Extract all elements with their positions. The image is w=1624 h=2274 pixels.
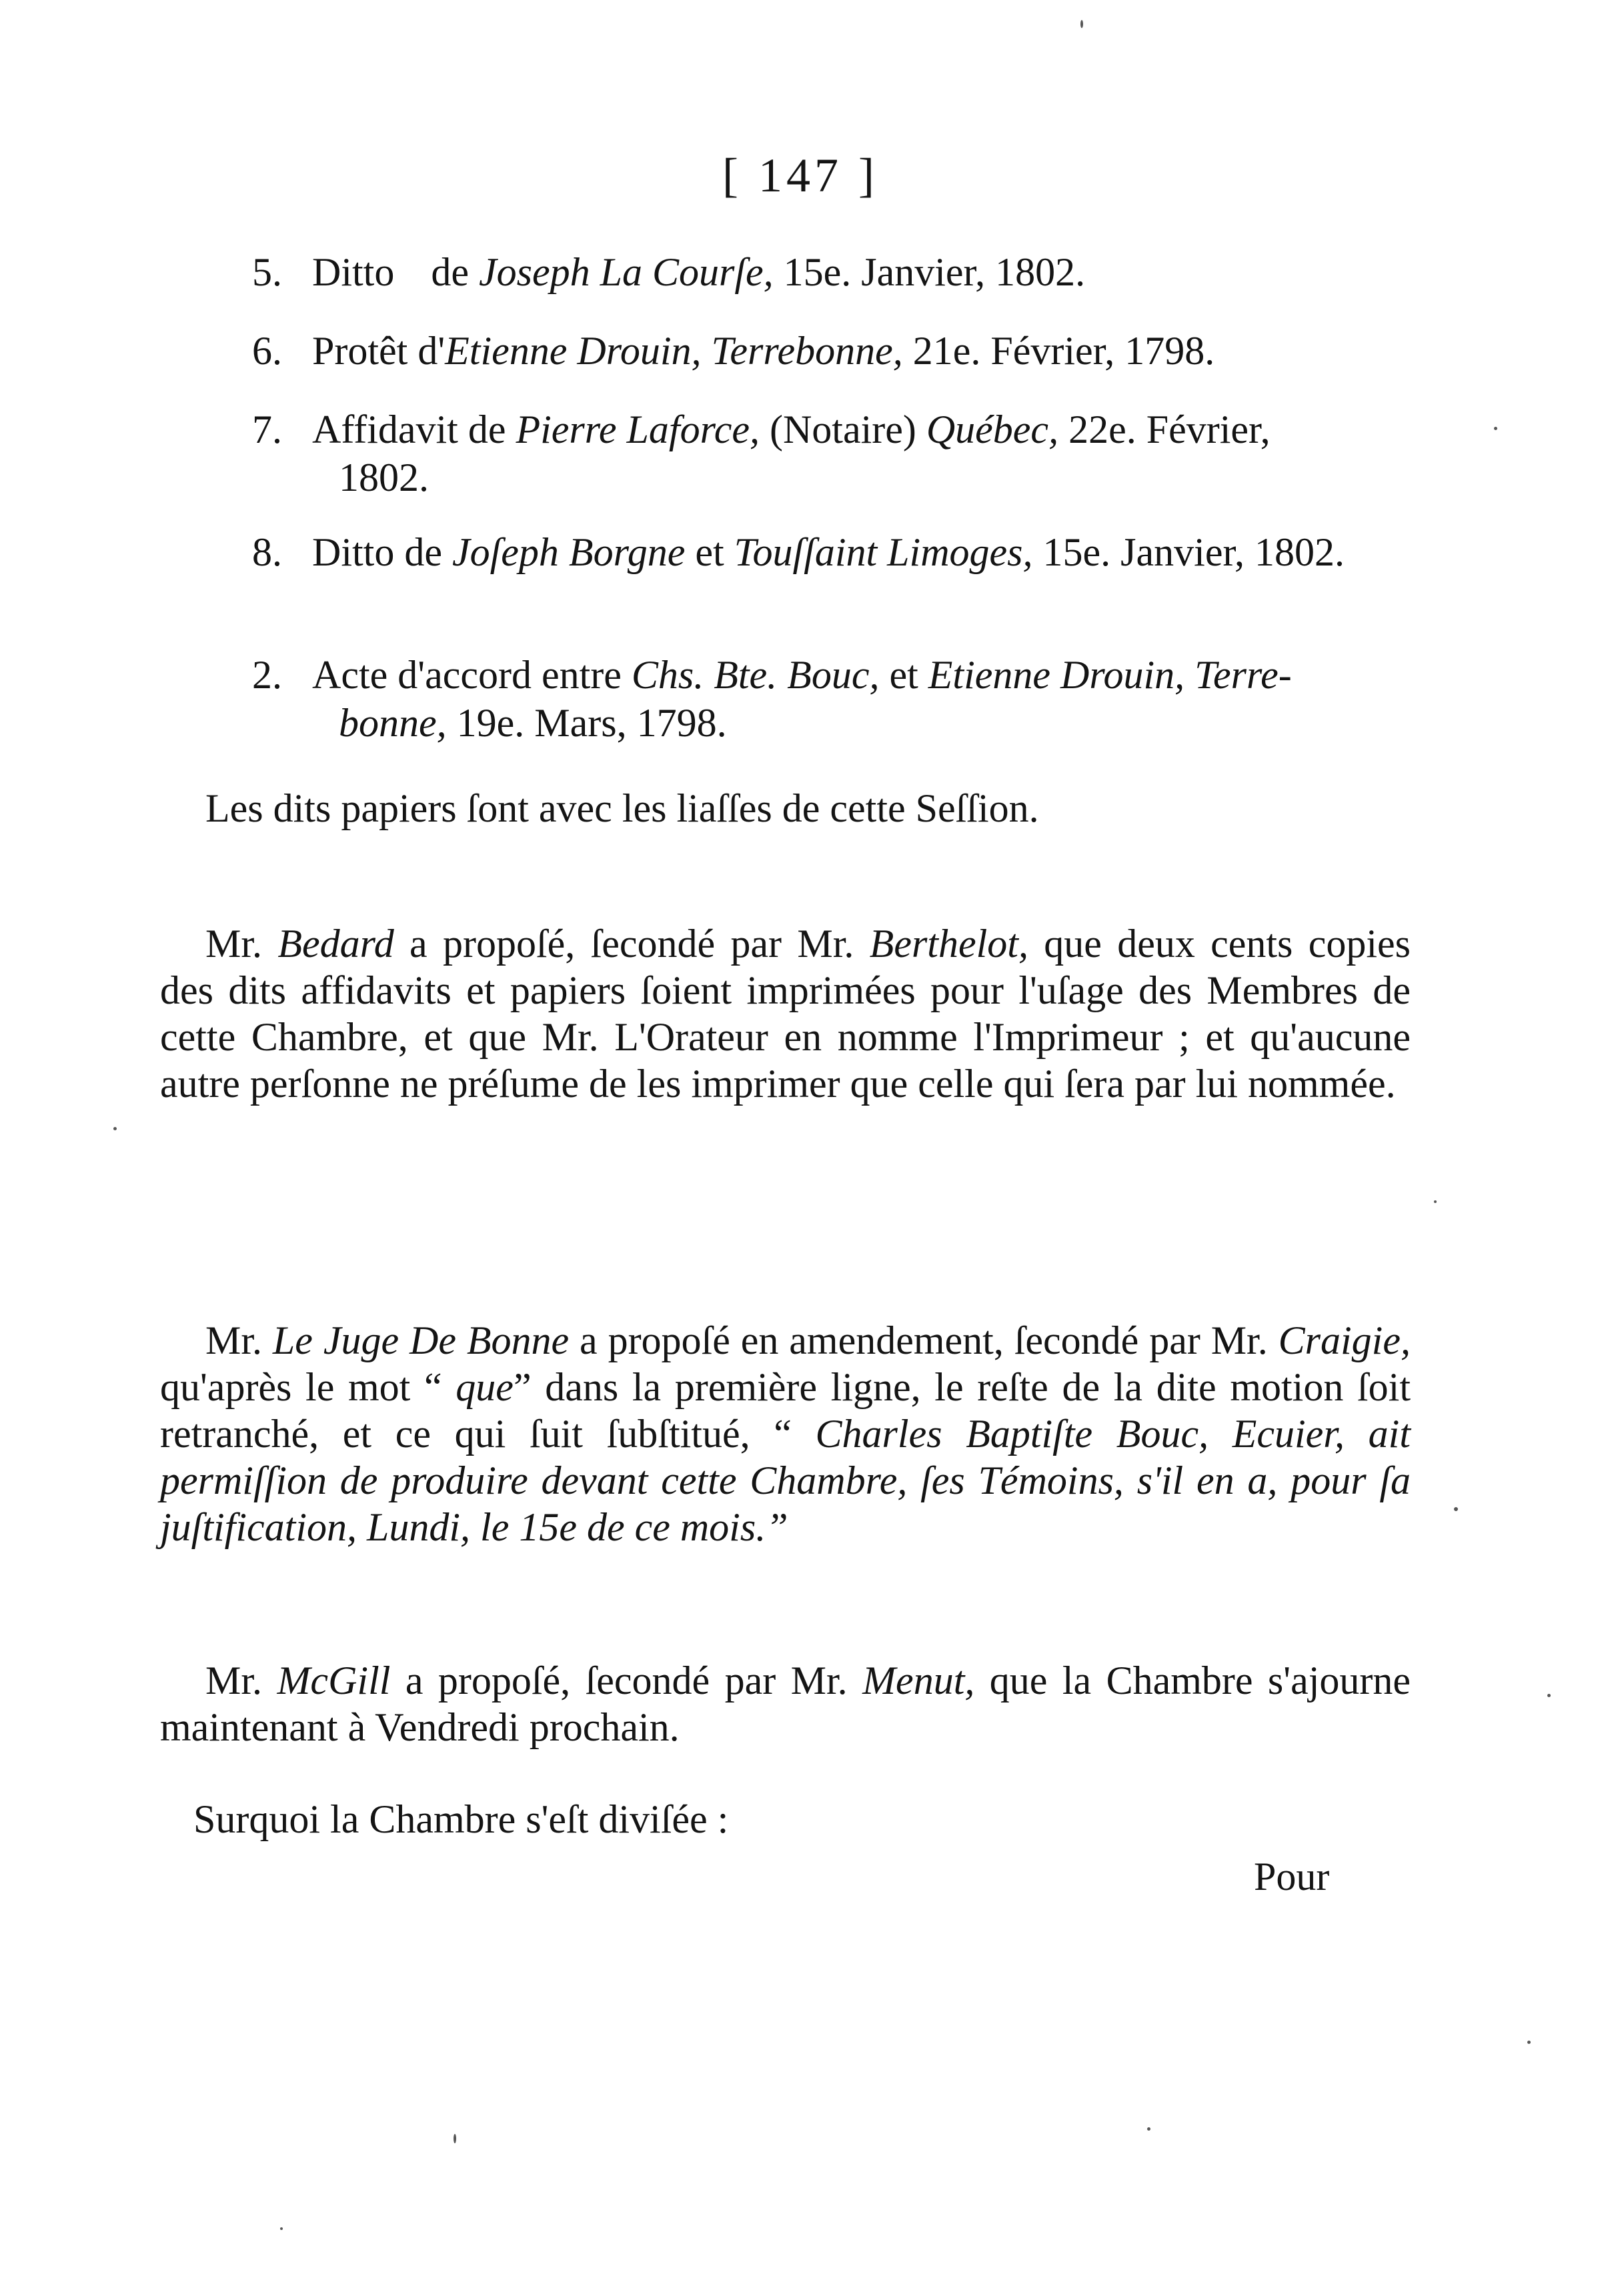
list-item-continuation: bonne, 19e. Mars, 1798. <box>339 701 727 745</box>
item-number: 2. <box>252 653 282 697</box>
item-number: 6. <box>252 329 282 373</box>
item-name: Etienne Drouin, Terrebonne, <box>445 329 903 373</box>
item-label: Ditto <box>312 250 395 294</box>
item-label: Acte d'accord entre <box>312 653 632 697</box>
scan-speck <box>1454 1507 1458 1511</box>
catchword: Pour <box>1254 1855 1330 1899</box>
papers-note: Les dits papiers ſont avec les liaſſes de cette Seſſion. <box>205 786 1039 830</box>
item-number: 5. <box>252 250 282 294</box>
item-date: 15e. Janvier, 1802. <box>773 250 1086 294</box>
list-item: 5. Ditto de Joseph La Courſe, 15e. Janvier, 1802. <box>252 248 1085 296</box>
item-label: Ditto de <box>312 530 452 574</box>
list-item <box>252 327 1214 375</box>
paragraph-mcgill-motion: Mr. McGill a propoſé, ſecondé par Mr. Menut, que la Chambre s'ajourne maintenant à Vendredi prochain. <box>160 1658 1411 1749</box>
scan-speck <box>1547 1694 1551 1697</box>
item-date: 21e. Février, 1798. <box>902 329 1215 373</box>
list-item: 7. Affidavit de Pierre Laforce, (Notaire) Québec, 22e. Février, <box>252 405 1271 453</box>
member-name: Menut, <box>862 1658 975 1702</box>
list-item: 2. Acte d'accord entre Chs. Bte. Bouc, et Etienne Drouin, Terre- <box>252 651 1292 699</box>
division-line: Surquoi la Chambre s'eſt diviſée : <box>193 1797 729 1841</box>
paragraph-bedard-motion: Mr. Bedard a propoſé, ſecondé par Mr. Berthelot, que deux cents copies des dits affidavits et papiers ſoient imprimées pour l'uſage des Membres de cette Chambre, et que Mr. L'Orateur en nomme l'Imprimeur ; et qu'aucune autre perſonne ne préſume de les imprimer que celle qui ſera par lui nommée. <box>160 922 1411 1106</box>
item-date: 22e. Février, <box>1058 407 1271 451</box>
item-label: Protêt d' <box>312 329 446 373</box>
list-item-continuation: 1802. <box>339 455 429 499</box>
item-name-2: Etienne Drouin, Terre- <box>928 653 1292 697</box>
substituted-text: Charles Baptiſte Bouc, Ecuier, ait permiſſion de produire devant cette Chambre, ſes Témoins, s'il en a, pour ſa juſtification, Lundi, le 15e de ce mois.” <box>160 1412 1411 1549</box>
paragraph-debonne-amendment: Mr. Le Juge De Bonne a propoſé en amendement, ſecondé par Mr. Craigie, qu'après le mot “ que” dans la première ligne, le reſte de la dite motion ſoit retranché, et ce qui ſuit ſubſtitué, “ Charles Baptiſte Bouc, Ecuier, ait permiſſion de produire devant cette Chambre, ſes Témoins, s'il en a, pour ſa juſtification, Lundi, le 15e de ce mois.” <box>160 1318 1411 1549</box>
item-name: Chs. Bte. Bouc, <box>631 653 880 697</box>
item-label: Affidavit de <box>312 407 516 451</box>
scan-speck <box>1080 20 1083 28</box>
scan-speck <box>113 1127 117 1130</box>
member-name: Berthelot, <box>869 922 1028 966</box>
scan-speck <box>1147 2127 1150 2131</box>
member-name: Le Juge De Bonne <box>272 1318 570 1362</box>
member-name: Bedard <box>277 922 394 966</box>
scan-speck <box>1494 427 1497 430</box>
scan-speck <box>454 2134 456 2143</box>
page-number: [ 147 ] <box>722 149 878 202</box>
scan-speck <box>280 2227 283 2230</box>
scan-speck <box>1527 2041 1531 2044</box>
item-name: Joseph La Courſe, <box>478 250 774 294</box>
item-name-2: Touſſaint Limoges, <box>734 530 1033 574</box>
item-place: Québec, <box>926 407 1059 451</box>
member-name: McGill <box>277 1658 391 1702</box>
item-number: 7. <box>252 407 282 451</box>
list-item: 8. Ditto de Joſeph Borgne et Touſſaint Limoges, 15e. Janvier, 1802. <box>252 528 1345 576</box>
member-name: Craigie, <box>1278 1318 1411 1362</box>
item-name: Joſeph Borgne <box>452 530 686 574</box>
scan-speck <box>1434 1200 1437 1203</box>
item-date: 15e. Janvier, 1802. <box>1032 530 1345 574</box>
item-name: Pierre Laforce, <box>516 407 760 451</box>
item-number: 8. <box>252 530 282 574</box>
